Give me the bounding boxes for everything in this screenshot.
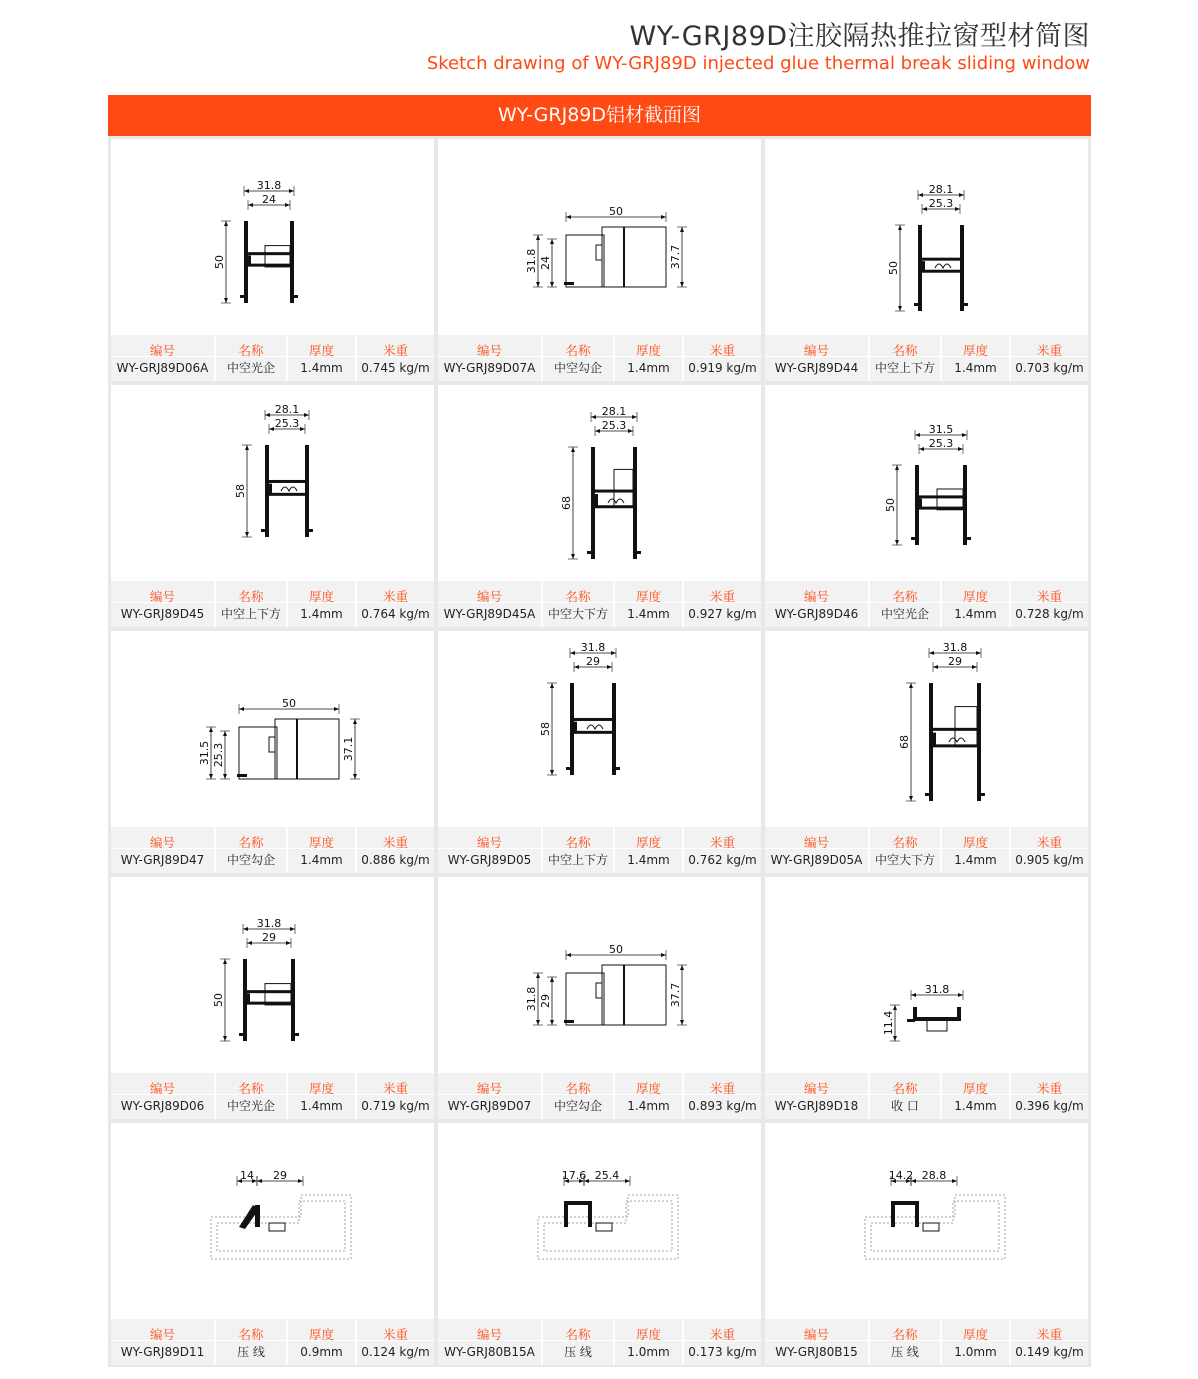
profile-code: WY-GRJ89D07A [443, 361, 536, 375]
weight-label: 米重 [382, 1081, 408, 1096]
weight-label: 米重 [382, 343, 408, 358]
name-label: 名称 [892, 1327, 918, 1342]
profile-code: WY-GRJ89D47 [120, 853, 205, 867]
dimension-label: 28.1 [928, 183, 954, 196]
name-label: 名称 [565, 835, 591, 850]
thickness-label: 厚度 [308, 343, 334, 358]
profile-weight: 0.919 kg/m [688, 361, 757, 375]
profile-card [765, 877, 1088, 1119]
profile-weight: 0.762 kg/m [688, 853, 757, 867]
dimension-label: 24 [262, 193, 276, 206]
name-label: 名称 [892, 589, 918, 604]
profile-thickness: 1.4mm [300, 361, 343, 375]
spec-table [111, 1073, 434, 1119]
dimension-label: 31.8 [256, 917, 282, 930]
dimension-label: 37.1 [342, 736, 355, 762]
spec-table [111, 827, 434, 873]
profile-thickness: 1.4mm [300, 607, 343, 621]
profile-code: WY-GRJ80B15A [444, 1345, 535, 1359]
dimension-label: 50 [282, 697, 296, 710]
code-label: 编号 [149, 1081, 175, 1096]
dimension-label: 25.4 [594, 1169, 620, 1182]
dimension-label: 31.8 [256, 179, 282, 192]
profile-thickness: 1.4mm [954, 1099, 997, 1113]
code-label: 编号 [803, 343, 829, 358]
profile-name: 中空勾企 [553, 1099, 602, 1113]
thickness-label: 厚度 [962, 589, 988, 604]
profile-drawing [765, 139, 1088, 335]
profile-code: WY-GRJ89D45A [443, 607, 536, 621]
weight-label: 米重 [382, 589, 408, 604]
profile-weight: 0.764 kg/m [361, 607, 430, 621]
dimension-label: 31.8 [924, 983, 950, 996]
name-label: 名称 [892, 343, 918, 358]
profile-code: WY-GRJ80B15 [775, 1345, 858, 1359]
thickness-label: 厚度 [635, 835, 661, 850]
thickness-label: 厚度 [635, 1081, 661, 1096]
code-label: 编号 [476, 835, 502, 850]
profile-weight: 0.745 kg/m [361, 361, 430, 375]
dimension-label: 31.8 [525, 248, 538, 274]
weight-label: 米重 [1036, 835, 1062, 850]
thickness-label: 厚度 [962, 1327, 988, 1342]
dimension-label: 29 [273, 1169, 287, 1182]
spec-table [111, 335, 434, 381]
profile-name: 压 线 [237, 1345, 265, 1359]
profile-card [765, 385, 1088, 627]
spec-table [765, 581, 1088, 627]
profile-name: 中空上下方 [220, 607, 281, 621]
profile-weight: 0.719 kg/m [361, 1099, 430, 1113]
profile-name: 中空光企 [880, 607, 929, 621]
dimension-label: 25.3 [601, 419, 627, 432]
dimension-label: 31.8 [525, 986, 538, 1012]
weight-label: 米重 [382, 835, 408, 850]
profile-name: 中空上下方 [547, 853, 608, 867]
profile-card [438, 631, 761, 873]
profile-card [438, 139, 761, 381]
dimension-label: 31.5 [198, 740, 211, 766]
spec-table [765, 1073, 1088, 1119]
weight-label: 米重 [709, 589, 735, 604]
name-label: 名称 [565, 1327, 591, 1342]
dimension-label: 29 [586, 655, 600, 668]
profile-drawing [111, 877, 434, 1073]
dimension-label: 50 [212, 993, 225, 1007]
profile-drawing [765, 631, 1088, 827]
profile-name: 中空勾企 [553, 361, 602, 375]
profile-card [765, 631, 1088, 873]
profile-thickness: 0.9mm [300, 1345, 343, 1359]
profile-name: 中空大下方 [547, 607, 608, 621]
profile-name: 中空上下方 [874, 361, 935, 375]
code-label: 编号 [476, 1327, 502, 1342]
section-banner: WY-GRJ89D铝材截面图 [108, 95, 1091, 136]
profile-card [111, 139, 434, 381]
profile-drawing [111, 631, 434, 827]
weight-label: 米重 [709, 835, 735, 850]
profile-drawing [111, 139, 434, 335]
dimension-label: 68 [560, 496, 573, 510]
profile-name: 压 线 [564, 1345, 592, 1359]
profile-drawing [438, 385, 761, 581]
profile-weight: 0.905 kg/m [1015, 853, 1084, 867]
dimension-label: 50 [609, 205, 623, 218]
dimension-label: 24 [539, 256, 552, 270]
name-label: 名称 [892, 835, 918, 850]
profile-code: WY-GRJ89D05 [447, 853, 532, 867]
profile-name: 中空光企 [226, 1099, 275, 1113]
weight-label: 米重 [1036, 1081, 1062, 1096]
thickness-label: 厚度 [962, 835, 988, 850]
thickness-label: 厚度 [635, 343, 661, 358]
profile-name: 收 口 [891, 1099, 919, 1113]
dimension-label: 25.3 [928, 437, 954, 450]
profile-thickness: 1.4mm [300, 853, 343, 867]
dimension-label: 58 [539, 722, 552, 736]
profile-weight: 0.173 kg/m [688, 1345, 757, 1359]
profile-thickness: 1.4mm [627, 607, 670, 621]
profile-card [438, 385, 761, 627]
code-label: 编号 [476, 343, 502, 358]
profile-thickness: 1.4mm [627, 1099, 670, 1113]
name-label: 名称 [238, 1081, 264, 1096]
profile-weight: 0.886 kg/m [361, 853, 430, 867]
code-label: 编号 [476, 1081, 502, 1096]
weight-label: 米重 [709, 1327, 735, 1342]
profile-card [438, 877, 761, 1119]
profile-drawing [438, 631, 761, 827]
dimension-label: 14 [240, 1169, 254, 1182]
weight-label: 米重 [709, 1081, 735, 1096]
spec-table [765, 335, 1088, 381]
page-title: WY-GRJ89D注胶隔热推拉窗型材简图 [629, 21, 1090, 52]
weight-label: 米重 [709, 343, 735, 358]
profile-weight: 0.149 kg/m [1015, 1345, 1084, 1359]
profile-card [111, 1123, 434, 1365]
spec-table [438, 1073, 761, 1119]
dimension-label: 31.8 [942, 641, 968, 654]
dimension-label: 37.7 [669, 982, 682, 1008]
dimension-label: 17.6 [561, 1169, 587, 1182]
profile-name: 中空光企 [226, 361, 275, 375]
profile-code: WY-GRJ89D06 [120, 1099, 205, 1113]
profile-code: WY-GRJ89D45 [120, 607, 205, 621]
weight-label: 米重 [382, 1327, 408, 1342]
profile-drawing [438, 139, 761, 335]
weight-label: 米重 [1036, 1327, 1062, 1342]
profile-thickness: 1.4mm [954, 361, 997, 375]
dimension-label: 50 [609, 943, 623, 956]
name-label: 名称 [238, 1327, 264, 1342]
dimension-label: 68 [898, 735, 911, 749]
name-label: 名称 [238, 343, 264, 358]
profile-thickness: 1.4mm [954, 607, 997, 621]
profile-thickness: 1.4mm [300, 1099, 343, 1113]
spec-table [438, 335, 761, 381]
code-label: 编号 [149, 589, 175, 604]
profile-card [111, 877, 434, 1119]
name-label: 名称 [238, 835, 264, 850]
profile-card [765, 139, 1088, 381]
weight-label: 米重 [1036, 343, 1062, 358]
spec-table [438, 581, 761, 627]
profile-drawing [111, 385, 434, 581]
profile-drawing [765, 1123, 1088, 1319]
thickness-label: 厚度 [308, 835, 334, 850]
profile-weight: 0.728 kg/m [1015, 607, 1084, 621]
code-label: 编号 [149, 1327, 175, 1342]
spec-table [438, 827, 761, 873]
thickness-label: 厚度 [635, 1327, 661, 1342]
dimension-label: 28.1 [274, 403, 300, 416]
profile-code: WY-GRJ89D18 [774, 1099, 859, 1113]
spec-table [111, 581, 434, 627]
dimension-label: 58 [234, 484, 247, 498]
dimension-label: 37.7 [669, 244, 682, 270]
profile-code: WY-GRJ89D07 [447, 1099, 532, 1113]
weight-label: 米重 [1036, 589, 1062, 604]
profile-thickness: 1.4mm [954, 853, 997, 867]
profile-card [111, 631, 434, 873]
profile-drawing [111, 1123, 434, 1319]
profile-card [765, 1123, 1088, 1365]
name-label: 名称 [565, 1081, 591, 1096]
profile-card [111, 385, 434, 627]
dimension-label: 50 [887, 261, 900, 275]
name-label: 名称 [565, 589, 591, 604]
code-label: 编号 [803, 1081, 829, 1096]
profile-grid [108, 136, 1091, 1367]
dimension-label: 25.3 [928, 197, 954, 210]
dimension-label: 50 [213, 255, 226, 269]
dimension-label: 31.5 [928, 423, 954, 436]
profile-code: WY-GRJ89D46 [774, 607, 859, 621]
spec-table [765, 1319, 1088, 1365]
profile-thickness: 1.0mm [954, 1345, 997, 1359]
profile-weight: 0.893 kg/m [688, 1099, 757, 1113]
profile-thickness: 1.0mm [627, 1345, 670, 1359]
profile-drawing [765, 877, 1088, 1073]
profile-weight: 0.927 kg/m [688, 607, 757, 621]
thickness-label: 厚度 [962, 1081, 988, 1096]
profile-weight: 0.703 kg/m [1015, 361, 1084, 375]
profile-weight: 0.124 kg/m [361, 1345, 430, 1359]
code-label: 编号 [149, 343, 175, 358]
dimension-label: 25.3 [212, 742, 225, 768]
profile-drawing [765, 385, 1088, 581]
profile-code: WY-GRJ89D06A [116, 361, 209, 375]
dimension-label: 28.1 [601, 405, 627, 418]
profile-thickness: 1.4mm [627, 853, 670, 867]
thickness-label: 厚度 [635, 589, 661, 604]
profile-drawing [438, 1123, 761, 1319]
thickness-label: 厚度 [308, 589, 334, 604]
code-label: 编号 [803, 835, 829, 850]
dimension-label: 29 [948, 655, 962, 668]
profile-name: 压 线 [891, 1345, 919, 1359]
spec-table [111, 1319, 434, 1365]
code-label: 编号 [149, 835, 175, 850]
profile-card [438, 1123, 761, 1365]
profile-code: WY-GRJ89D44 [774, 361, 859, 375]
thickness-label: 厚度 [308, 1327, 334, 1342]
name-label: 名称 [238, 589, 264, 604]
page-subtitle: Sketch drawing of WY-GRJ89D injected glue thermal break sliding window [426, 53, 1090, 74]
thickness-label: 厚度 [308, 1081, 334, 1096]
dimension-label: 29 [539, 994, 552, 1008]
dimension-label: 50 [884, 498, 897, 512]
spec-table [765, 827, 1088, 873]
profile-name: 中空大下方 [874, 853, 935, 867]
dimension-label: 25.3 [274, 417, 300, 430]
dimension-label: 11.4 [882, 1010, 895, 1036]
dimension-label: 28.8 [921, 1169, 947, 1182]
code-label: 编号 [476, 589, 502, 604]
profile-weight: 0.396 kg/m [1015, 1099, 1084, 1113]
name-label: 名称 [565, 343, 591, 358]
name-label: 名称 [892, 1081, 918, 1096]
profile-name: 中空勾企 [226, 853, 275, 867]
code-label: 编号 [803, 1327, 829, 1342]
dimension-label: 14.2 [888, 1169, 914, 1182]
thickness-label: 厚度 [962, 343, 988, 358]
profile-code: WY-GRJ89D11 [120, 1345, 205, 1359]
dimension-label: 31.8 [580, 641, 606, 654]
profile-code: WY-GRJ89D05A [770, 853, 863, 867]
code-label: 编号 [803, 589, 829, 604]
profile-thickness: 1.4mm [627, 361, 670, 375]
spec-table [438, 1319, 761, 1365]
profile-drawing [438, 877, 761, 1073]
dimension-label: 29 [262, 931, 276, 944]
